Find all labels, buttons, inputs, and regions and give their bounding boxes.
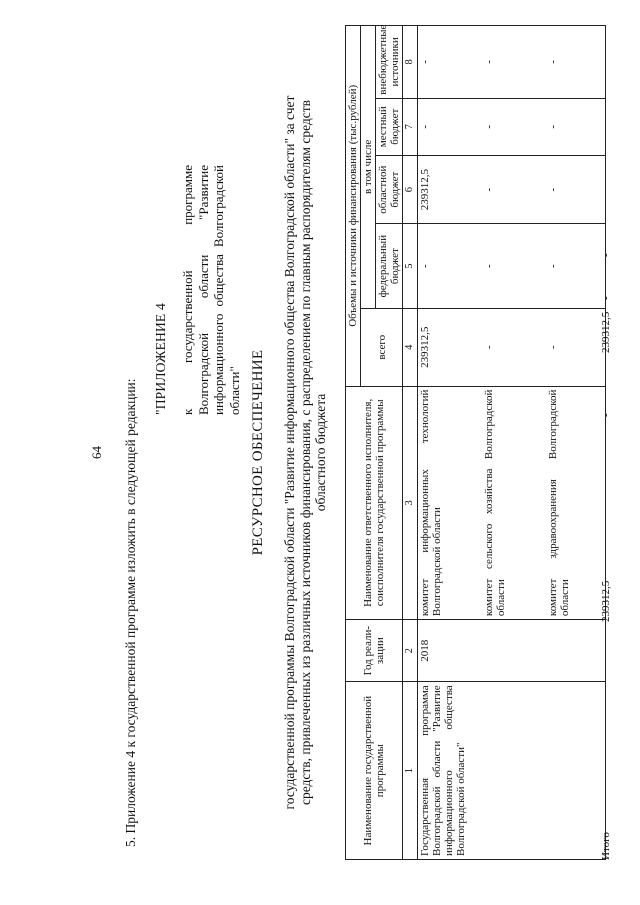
col-number: 3 bbox=[403, 386, 418, 619]
col-number: 1 bbox=[403, 682, 418, 860]
col-number: 6 bbox=[403, 155, 418, 224]
header-federal: федеральный бюджет bbox=[376, 224, 403, 308]
col-number: 5 bbox=[403, 224, 418, 308]
total-local: - bbox=[600, 296, 612, 300]
local-cell: - bbox=[418, 98, 482, 155]
document-subtitle: государственной программы Волгоградской области "Развитие информационного общества Волгоградской области" за счет средств, привлеченных из различных источников финансирования, с распределением по главным распорядителям средств областного бюджета bbox=[282, 95, 328, 810]
appendix-label: "ПРИЛОЖЕНИЕ 4 bbox=[153, 303, 168, 415]
document-title: РЕСУРСНОЕ ОБЕСПЕЧЕНИЕ bbox=[250, 349, 266, 556]
appendix-reference: к государственной программе Волгоградской области "Развитие информационного общества Волгоградской области" bbox=[180, 165, 242, 415]
header-local: местный бюджет bbox=[376, 98, 403, 155]
table-row bbox=[418, 26, 482, 860]
regional-cell: - bbox=[546, 155, 606, 224]
total-cell: - bbox=[546, 308, 606, 386]
executor-cell: комитет сельского хозяйства Волгоградской области bbox=[482, 386, 546, 619]
header-executor: Наименование ответственного исполнителя, соисполнителя государственной программы bbox=[346, 386, 403, 619]
header-offbudget: внебюджетные источники bbox=[376, 26, 403, 99]
regional-cell: 239312,5 bbox=[418, 155, 482, 224]
header-year: Год реали- зации bbox=[346, 620, 403, 682]
header-program-name: Наименование государственной программы bbox=[346, 682, 403, 860]
col-number: 2 bbox=[403, 620, 418, 682]
local-cell: - bbox=[546, 98, 606, 155]
total-label: Итого bbox=[600, 832, 612, 860]
page-number: 64 bbox=[89, 446, 104, 459]
executor-cell: комитет информационных технологий Волгоградской области bbox=[418, 386, 482, 619]
total-offbudget: - bbox=[600, 253, 612, 257]
program-name-cell: Государственная программа Волгоградской области "Развитие информационного общества Волгоградской области" bbox=[418, 682, 606, 860]
federal-cell: - bbox=[418, 224, 482, 308]
federal-cell: - bbox=[482, 224, 546, 308]
offbudget-cell: - bbox=[482, 26, 546, 99]
col-number: 7 bbox=[403, 98, 418, 155]
header-regional: областной бюджет bbox=[376, 155, 403, 224]
header-total: всего bbox=[361, 308, 403, 386]
local-cell: - bbox=[482, 98, 546, 155]
executor-cell: комитет здравоохранения Волгоградской области bbox=[546, 386, 606, 619]
federal-cell: - bbox=[546, 224, 606, 308]
offbudget-cell: - bbox=[418, 26, 482, 99]
offbudget-cell: - bbox=[546, 26, 606, 99]
col-number: 4 bbox=[403, 308, 418, 386]
total-regional: 239312,5 bbox=[600, 311, 612, 353]
resource-table bbox=[345, 25, 606, 860]
total-cell: - bbox=[482, 308, 546, 386]
total-federal: - bbox=[600, 413, 612, 417]
year-cell: 2018 bbox=[418, 620, 606, 682]
col-number: 8 bbox=[403, 26, 418, 99]
total-sum: 239312,5 bbox=[600, 580, 612, 622]
column-numbers-row bbox=[403, 26, 418, 860]
header-financing: Объемы и источники финансирования (тыс.рублей) bbox=[346, 26, 361, 387]
intro-text: 5. Приложение 4 к государственной программе изложить в следующей редакции: bbox=[123, 378, 138, 847]
header-including: в том числе bbox=[361, 26, 376, 309]
regional-cell: - bbox=[482, 155, 546, 224]
total-cell: 239312,5 bbox=[418, 308, 482, 386]
